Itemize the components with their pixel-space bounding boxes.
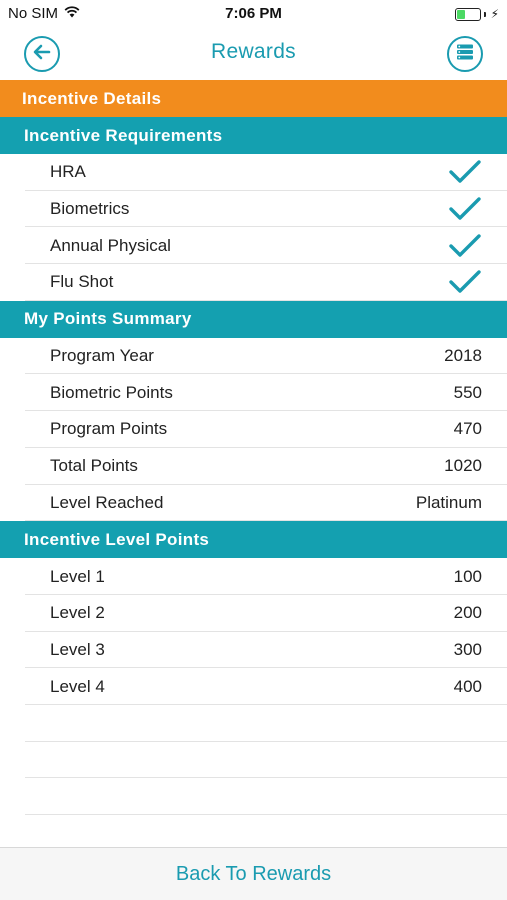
checkmark-icon — [448, 195, 482, 223]
points-summary-list — [0, 338, 507, 521]
row-label: Level 3 — [50, 639, 105, 659]
row-label: Annual Physical — [50, 235, 171, 255]
row-label: Total Points — [50, 456, 138, 476]
menu-button[interactable] — [447, 36, 483, 72]
row-value: 550 — [453, 382, 482, 402]
row-value: 2018 — [444, 346, 482, 366]
charging-icon: ⚡ — [490, 7, 499, 21]
row-value: 100 — [453, 566, 482, 586]
list-item — [0, 264, 507, 301]
section-incentive-requirements: Incentive Requirements — [0, 117, 507, 154]
empty-row — [0, 742, 507, 779]
list-item — [0, 485, 507, 522]
carrier-label: No SIM — [8, 5, 59, 22]
status-time: 7:06 PM — [225, 5, 282, 22]
battery-icon — [455, 7, 499, 21]
row-value: 1020 — [444, 456, 482, 476]
rewards-content — [0, 80, 507, 815]
footer-bar — [0, 847, 507, 900]
row-value: 200 — [453, 603, 482, 623]
checkmark-icon — [448, 158, 482, 186]
row-label: Program Year — [50, 346, 154, 366]
row-value: 470 — [453, 419, 482, 439]
back-to-rewards-button[interactable]: Back To Rewards — [175, 862, 332, 885]
level-points-list — [0, 558, 507, 705]
row-label: Level 2 — [50, 603, 105, 623]
section-points-summary: My Points Summary — [0, 301, 507, 338]
row-label: Level Reached — [50, 492, 164, 512]
checkmark-icon — [448, 232, 482, 260]
row-value: 300 — [453, 639, 482, 659]
status-bar — [0, 0, 507, 28]
list-item — [0, 338, 507, 375]
list-item — [0, 595, 507, 632]
row-label: HRA — [50, 162, 86, 182]
list-item — [0, 558, 507, 595]
list-item — [0, 411, 507, 448]
section-level-points: Incentive Level Points — [0, 521, 507, 558]
list-item — [0, 154, 507, 191]
row-label: Flu Shot — [50, 272, 114, 292]
list-item — [0, 374, 507, 411]
row-value: Platinum — [415, 492, 482, 512]
menu-list-icon — [455, 43, 475, 66]
row-label: Level 4 — [50, 676, 105, 696]
row-label: Biometric Points — [50, 382, 173, 402]
list-item — [0, 668, 507, 705]
empty-row — [0, 778, 507, 815]
row-value: 400 — [453, 676, 482, 696]
row-label: Program Points — [50, 419, 168, 439]
checkmark-icon — [448, 268, 482, 296]
empty-row — [0, 705, 507, 742]
row-label: Biometrics — [50, 199, 130, 219]
list-item — [0, 448, 507, 485]
section-incentive-details: Incentive Details — [0, 80, 507, 117]
row-label: Level 1 — [50, 566, 105, 586]
list-item — [0, 227, 507, 264]
page-title: Rewards — [211, 40, 296, 63]
nav-bar — [0, 28, 507, 80]
list-item — [0, 191, 507, 228]
requirements-list — [0, 154, 507, 301]
list-item — [0, 632, 507, 669]
